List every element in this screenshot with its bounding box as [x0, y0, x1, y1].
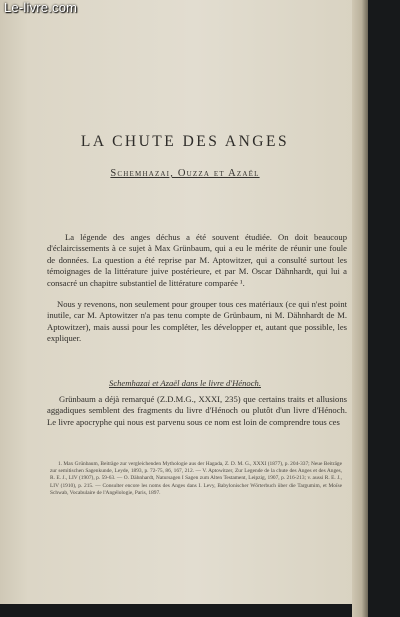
footnote: 1. Max Grünbaum, Beiträge zur vergleichenden Mythologie aus der Hagada, Z. D. M. G., XXXI (1877), p. 204-337; Neue Beiträge zur semitischen Sagenkunde, Leyde, 1893, p. 72-75, 86, 167, 212. — V. Aptowitzer, Zur Legende de la chute des Anges et des Anges, R. E. J., LIV (1907), p. 59-63. — O. Dähnhardt, Natursagen I Sagen zum Alten Testament, Leipzig, 1907, p. 216-213; v. aussi R. E. J., LIV (1910), p. 215. — Consulter encore les noms des Anges dans I. Levy, Babylonischer Wörterbuch über die Targumim, et Moïse Schwab, Vocabulaire de l'Angélologie, Paris, 1897.: [50, 461, 342, 496]
paragraph-1: La légende des anges déchus a été souvent étudiée. On doit beaucoup d'éclaircissements à ce sujet à Max Grünbaum, qui a eu le mérite de réunir une foule de données. La question a été reprise par M. Aptowitzer, qui a consulté surtout les témoignages de la littérature juive postérieure, et par M. Oscar Dähnhardt, qui lui a consacré un chapitre substantiel de littérature comparée ¹.: [47, 232, 347, 288]
paragraph-3: Grünbaum a déjà remarqué (Z.D.M.G., XXXI, 235) que certains traits et allusions aggadiques semblent des fragments du livre d'Hénoch ou plutôt d'un livre d'Hénoch. Le livre apocryphe qui nous est parvenu sous ce nom est loin de comprendre tous ces: [47, 394, 347, 427]
page-edge: [352, 0, 368, 617]
chapter-subtitle: Schemhazai, Ouzza et Azaël: [110, 168, 260, 179]
watermark-logo: Le-livre.com: [4, 0, 78, 15]
paragraph-2: Nous y revenons, non seulement pour grouper tous ces matériaux (ce qui n'est point inutile, car M. Aptowitzer n'a pas tenu compte de Grünbaum, ni M. Dähnhardt de M. Aptowitzer), mais aussi pour les compléter, les développer et, autant que possible, les expliquer.: [47, 299, 347, 344]
section-heading: Schemhazai et Azaël dans le livre d'Hénoch.: [109, 378, 261, 388]
chapter-title: LA CHUTE DES ANGES: [80, 133, 290, 150]
